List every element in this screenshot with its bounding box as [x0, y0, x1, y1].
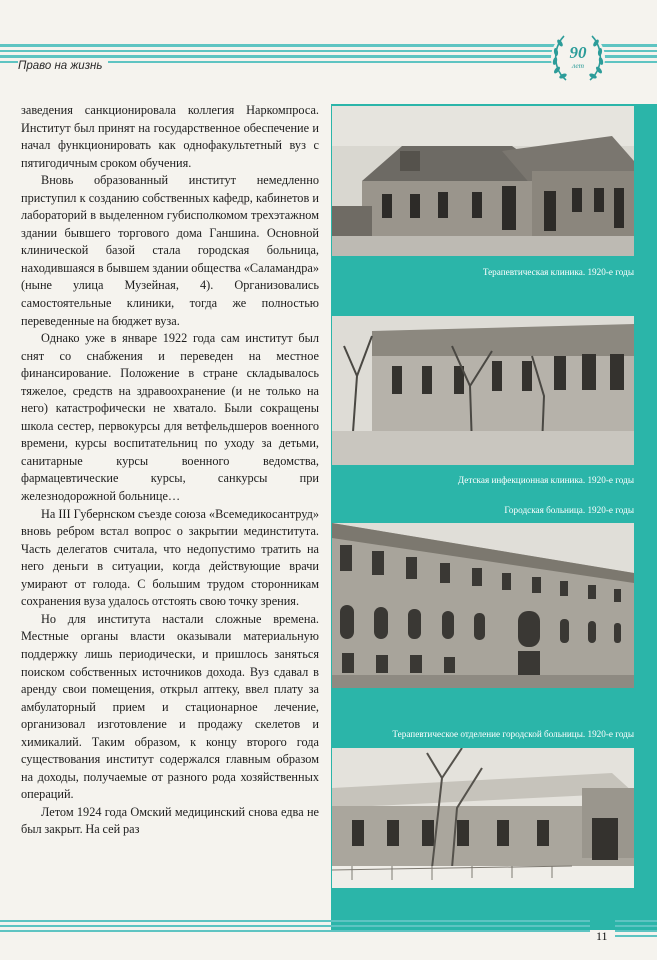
paragraph: Но для института настали сложные времена. Местные органы власти оказывали материальную поддержку лишь периодически, и пришлось заняться поиском собственных источников дохода. Вуз сдавал в аренду свои помещения, открыл аптеку, ввел плату за амбулаторный прием и стационарное лечение, организовал изготовление и продажу скелетов и химикалий. Таким образом, к концу второго года существования институт содержался главным образом на доходы, получаемые от разного рода хозяйственных операций.	[21, 611, 319, 802]
page-number: 11	[596, 929, 608, 943]
caption-photo4: Терапевтическое отделение городской больницы. 1920-е годы	[392, 729, 634, 739]
paragraph: Вновь образованный институт немедленно приступил к созданию собственных кафедр, кабинетов и лабораторий в выделенном губисполкомом трехэтажном здании бывшего торгового дома Ганшина. Основной клинической базой стала городская больница, находившаяся в бывшем здании общества «Саламандра» (ныне улица Музейная, 4). Организовались самостоятельные клиники, тогда же полностью переведенные на бюджет вуза.	[21, 173, 319, 328]
paragraph: заведения санкционировала коллегия Наркомпроса. Институт был принят на государственное обеспечение и начал функционировать как однофакультетный вуз с пятигодичным сроком обучения.	[21, 103, 319, 170]
paragraph: Летом 1924 года Омский медицинский снова едва не был закрыт. На сей раз	[21, 804, 319, 837]
photo-therapeutic-clinic	[332, 106, 634, 256]
article-text-column	[21, 102, 319, 839]
caption-photo1: Терапевтическая клиника. 1920-е годы	[482, 267, 634, 277]
footer-stripes	[0, 916, 657, 956]
caption-photo2: Детская инфекционная клиника. 1920-е годы	[457, 475, 634, 485]
photo-city-hospital	[332, 523, 634, 688]
emblem-number: 90	[569, 43, 587, 62]
photo-therapeutic-department	[332, 748, 634, 888]
photo-childrens-infectious-clinic	[332, 316, 634, 465]
paragraph: Однако уже в январе 1922 года сам институт был снят со снабжения и переведен на местное финансирование. Положение в стране складывалось тяжелое, средств на здравоохранение (и не только на него) катастрофически не хватало. Были сокращены школа сестер, первокурсы для ветфельдшеров военного времени, курсы воспитательниц по уходу за детьми, санитарные курсы военного ведомства, фармацевтические курсы, санкурсы при железнодорожной больнице…	[21, 331, 319, 504]
caption-photo3: Городская больница. 1920-е годы	[504, 505, 634, 515]
emblem-text: лет	[571, 61, 585, 70]
running-title: Право на жизнь	[18, 60, 108, 72]
paragraph: На III Губернском съезде союза «Всемедикосантруд» вновь ребром встал вопрос о закрытии мединститута. Часть делегатов считала, что недопустимо тратить на него деньги в ситуации, когда действующие врачи умирают от голода. С большим трудом сторонникам сохранения вуза удалось отстоять свою точку зрения.	[21, 506, 319, 609]
anniversary-emblem	[548, 30, 608, 86]
